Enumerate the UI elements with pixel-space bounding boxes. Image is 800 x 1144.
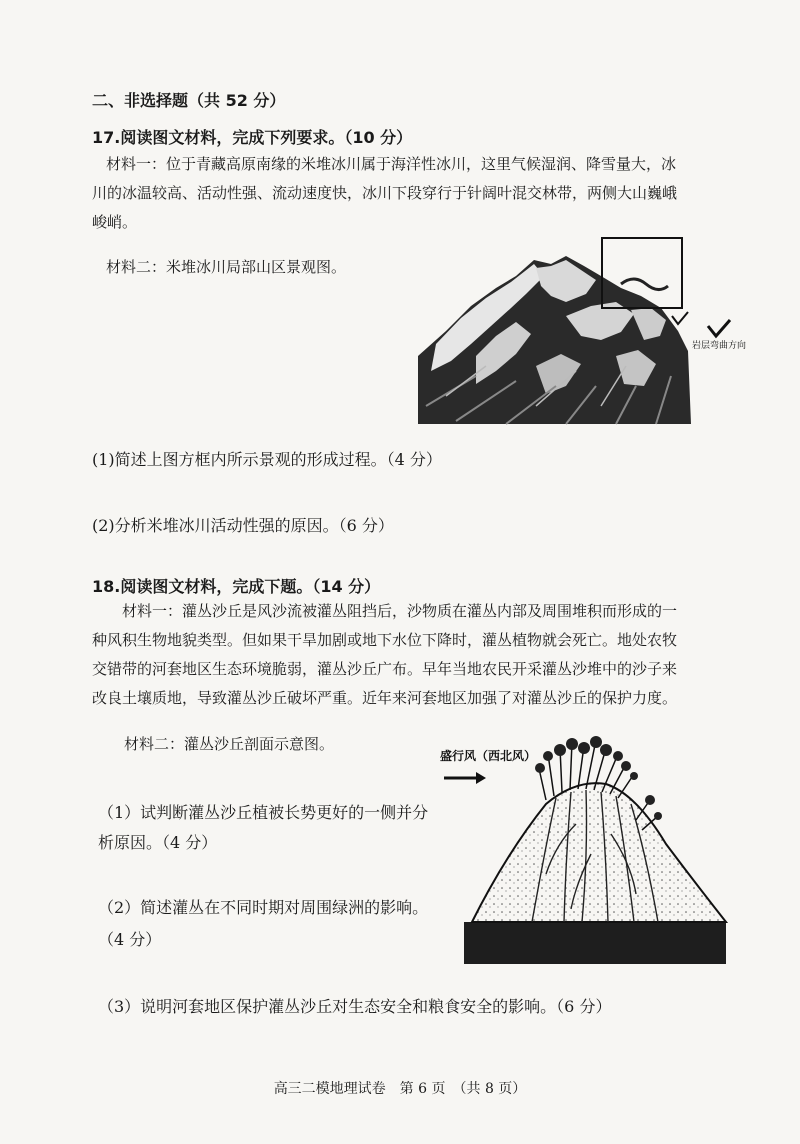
q17-material-two: 材料二：米堆冰川局部山区景观图。 (106, 258, 347, 276)
q18-sub2-line2: （4 分） (98, 930, 162, 949)
q18-m1-line3: 交错带的河套地区生态环境脆弱，灌丛沙丘广布。早年当地农民开采灌丛沙堆中的沙子来 (92, 660, 678, 678)
q18-sub1 (98, 798, 428, 858)
q18-m1-line2: 种风积生物地貌类型。但如果干旱加剧或地下水位下降时，灌丛植物就会死亡。地处农牧 (92, 631, 678, 649)
q18-material-two: 材料二：灌丛沙丘剖面示意图。 (124, 735, 335, 753)
q17-material-one (92, 150, 677, 237)
wind-label: 盛行风（西北风） (440, 749, 537, 763)
q18-sub2-line1: （2）简述灌丛在不同时期对周围绿洲的影响。 (98, 898, 429, 917)
glacier-landscape-figure (416, 236, 756, 426)
q17-title: 17.阅读图文材料，完成下列要求。（10 分） (92, 128, 413, 147)
q18-title: 18.阅读图文材料，完成下题。（14 分） (92, 577, 381, 596)
q17-sub2: (2)分析米堆冰川活动性强的原因。（6 分） (92, 516, 394, 535)
page-footer: 高三二模地理试卷 第 6 页 （共 8 页） (273, 1081, 527, 1097)
section-title: 二、非选择题（共 52 分） (92, 91, 286, 110)
q18-sub1-line2: 析原因。（4 分） (98, 833, 218, 852)
q18-sub3: （3）说明河套地区保护灌丛沙丘对生态安全和粮食安全的影响。（6 分） (98, 997, 612, 1016)
q17-m1-line2: 川的冰温较高、活动性强、流动速度快，冰川下段穿行于针阔叶混交林带，两侧大山巍峨 (92, 184, 678, 202)
shrub-dune-figure (436, 734, 736, 966)
ground-layer (464, 922, 726, 964)
q18-m1-line1: 材料一：灌丛沙丘是风沙流被灌丛阻挡后，沙物质在灌丛内部及周围堆积而形成的一 (122, 602, 678, 620)
q18-material-one (92, 597, 677, 713)
q18-m1-line4: 改良土壤质地，导致灌丛沙丘破坏严重。近年来河套地区加强了对灌丛沙丘的保护力度。 (92, 689, 678, 707)
fold-direction-label: 岩层弯曲方向 (692, 341, 747, 351)
q17-sub1: (1)简述上图方框内所示景观的形成过程。（4 分） (92, 450, 442, 469)
q17-m1-line1: 材料一：位于青藏高原南缘的米堆冰川属于海洋性冰川，这里气候湿润、降雪量大，冰 (106, 155, 677, 173)
q18-sub2 (98, 892, 428, 956)
q18-sub1-line1: （1）试判断灌丛沙丘植被长势更好的一侧并分 (98, 803, 429, 822)
q17-m1-line3: 峻峭。 (92, 213, 138, 231)
dune-body (472, 783, 726, 922)
